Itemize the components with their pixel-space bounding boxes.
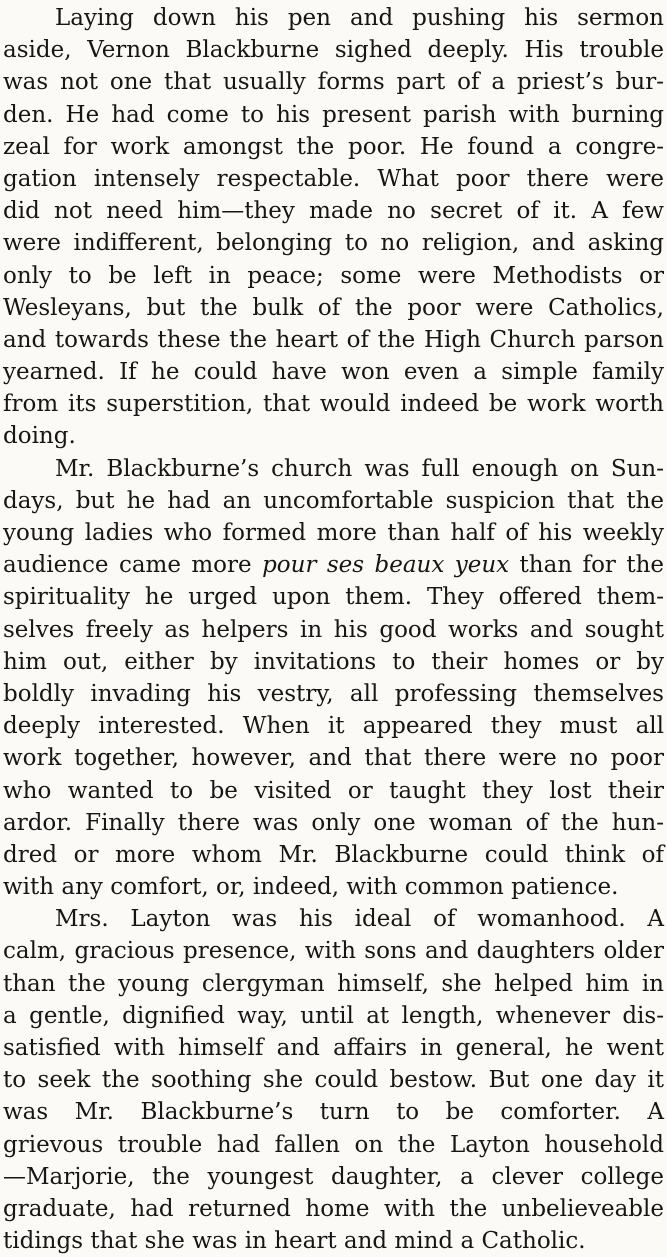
text-line: selves freely as helpers in his good works and sought <box>3 616 664 643</box>
text-line: who wanted to be visited or taught they lost their <box>3 777 664 804</box>
text-line: was Mr. Blackburne’s turn to be comforter. A <box>3 1099 664 1126</box>
text-line: Mrs. Layton was his ideal of womanhood. A <box>55 906 664 933</box>
text-line: were indifferent, belonging to no religion, and asking <box>3 230 664 257</box>
text-line: a gentle, dignified way, until at length, whenever dis- <box>3 1002 664 1029</box>
text-line: gation intensely respectable. What poor there were <box>3 165 664 192</box>
text-line: from its superstition, that would indeed be work worth <box>3 391 664 418</box>
text-line: spirituality he urged upon them. They offered them- <box>3 584 664 611</box>
text-line: and towards these the heart of the High Church parson <box>3 326 664 353</box>
text-line: than the young clergyman himself, she helped him in <box>3 970 664 997</box>
text-line: grievous trouble had fallen on the Layton household <box>3 1131 664 1158</box>
text-line: him out, either by invitations to their homes or by <box>3 648 664 675</box>
text-line: calm, gracious presence, with sons and daughters older <box>3 938 664 965</box>
text-segment: than for the <box>509 552 664 579</box>
text-line: aside, Vernon Blackburne sighed deeply. His trouble <box>3 37 664 64</box>
text-line: zeal for work amongst the poor. He found a congre- <box>3 133 664 160</box>
text-line: days, but he had an uncomfortable suspicion that the <box>3 487 664 514</box>
text-line: Mr. Blackburne’s church was full enough on Sun- <box>55 455 664 482</box>
italic-phrase: pour ses beaux yeux <box>262 552 510 579</box>
text-line: deeply interested. When it appeared they must all <box>3 713 664 740</box>
text-line: satisfied with himself and affairs in general, he went <box>3 1035 664 1061</box>
text-line: Wesleyans, but the bulk of the poor were Catholics, <box>3 294 664 321</box>
text-line: den. He had come to his present parish with burning <box>3 101 664 128</box>
text-line: —Marjorie, the youngest daughter, a clever college <box>3 1163 664 1190</box>
text-line: was not one that usually forms part of a priest’s bur- <box>3 69 664 96</box>
text-line: ardor. Finally there was only one woman of the hun- <box>3 809 664 836</box>
text-line: dred or more whom Mr. Blackburne could think of <box>3 841 664 868</box>
text-line: did not need him—they made no secret of it. A few <box>3 198 664 225</box>
text-line: to seek the soothing she could bestow. But one day it <box>3 1067 664 1094</box>
text-line: boldly invading his vestry, all professing themselves <box>3 680 664 707</box>
text-line: graduate, had returned home with the unbelieveable <box>3 1195 664 1222</box>
text-line: tidings that she was in heart and mind a Catholic. <box>3 1228 586 1255</box>
text-line: young ladies who formed more than half of his weekly <box>3 520 664 546</box>
text-line-with-italic <box>3 549 664 581</box>
text-line: Laying down his pen and pushing his sermon <box>55 5 664 31</box>
text-line: doing. <box>3 423 76 450</box>
text-line: yearned. If he could have won even a simple family <box>3 359 664 386</box>
text-line: with any comfort, or, indeed, with common patience. <box>3 874 619 901</box>
text-segment: audience came more <box>3 552 263 579</box>
text-line: work together, however, and that there were no poor <box>3 745 664 772</box>
text-line: only to be left in peace; some were Methodists or <box>3 262 664 289</box>
text-column <box>3 2 664 1257</box>
